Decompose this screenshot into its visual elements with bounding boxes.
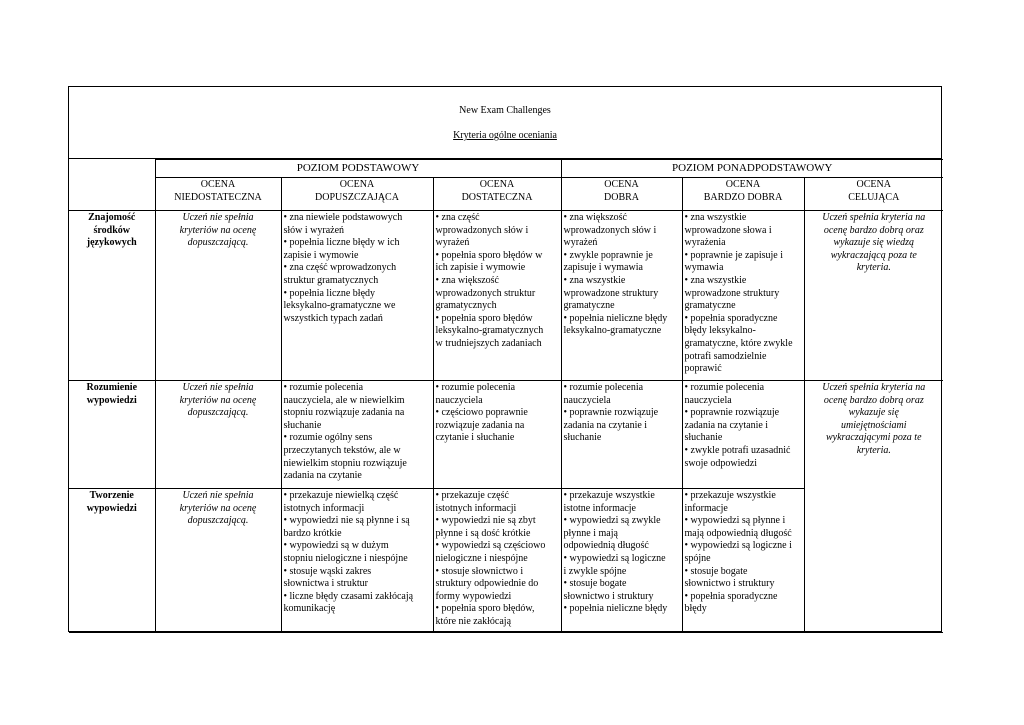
cell-line: • zna część wprowadzonych [283,262,397,274]
cell-line: stopniu rozwiązuje zadania na [283,407,405,419]
cell-line: • stosuje wąski zakres [283,565,372,577]
cell-line: struktury odpowiednie do [435,578,539,590]
cell-celujaca [804,381,943,489]
cell-line: nauczyciela [563,394,611,406]
cell-bardzo-dobra [682,381,804,489]
cell-line: nauczyciela [684,394,732,406]
cell-line: słuchanie [684,432,723,444]
cell-line: • popełnia liczne błędy [283,287,376,299]
cell-line: czytanie i słuchanie [435,432,515,444]
cell-line: istotnych informacji [283,502,365,514]
cell-line: kryteria. [856,262,891,274]
cell-line: wykraczającą poza te [830,249,917,261]
cell-line: • rozumie polecenia [283,382,364,393]
cell-dostateczna [433,381,561,489]
cell-line: wprowadzonych struktur [435,287,536,299]
cell-dopuszczajaca [281,381,433,489]
cell-line: gramatycznych [435,300,497,312]
cell-dobra [561,211,682,381]
cell-line: Znajomość [88,212,136,223]
cell-line: słownictwo i struktury [684,578,775,590]
cell-line: wypowiedzi [86,502,137,514]
cell-line: Uczeń nie spełnia [182,212,254,223]
cell-line: • popełnia nieliczne błędy [563,312,668,324]
cell-line: niewielkim stopniu rozwiązuje [283,457,407,469]
cell-line: nauczyciela [435,394,483,406]
cell-line: • popełnia sporo błędów w [435,249,543,261]
cell-line: • wypowiedzi są częściowo [435,540,546,552]
cell-line: dopuszczającą. [187,237,249,249]
cell-line: • stosuje bogate [684,565,748,577]
cell-line: komunikację [283,603,336,615]
cell-line: słownictwa i struktur [283,578,368,590]
cell-line: formy wypowiedzi [435,590,512,602]
cell-line: ocenę bardzo dobrą oraz [823,394,924,406]
cell-line: płynne i mają [563,527,618,539]
cell-line: środków [93,224,130,236]
cell-line: kryteriów na ocenę [179,394,257,406]
cell-line: stopniu nielogiczne i niespójne [283,552,408,564]
grade-dostateczna: OCENA DOSTATECZNA [433,178,561,211]
cell-line: istotnych informacji [435,502,517,514]
cell-line: swoje odpowiedzi [684,457,758,469]
cell-line: zapisie i wymowie [283,249,359,261]
cell-line: wprowadzone struktury [684,287,780,299]
cell-niedostateczna [155,211,281,381]
cell-line: • zna niewiele podstawowych [283,212,403,223]
cell-dobra [561,489,682,633]
document-title: New Exam Challenges [459,105,551,116]
cell-line: które nie zakłócają [435,615,512,627]
cell-line: • wypowiedzi nie są płynne i są [283,515,410,527]
cell-line: zadania na czytanie [283,470,362,482]
cell-line: • przekazuje część [435,490,509,501]
cell-line: • popełnia sporo błędów [435,312,533,324]
cell-line: • rozumie polecenia [435,382,516,393]
cell-line: • rozumie ogólny sens [283,432,373,444]
row-label [69,211,155,381]
corner-cell [69,160,155,178]
cell-line: wykazuje się wiedzą [833,237,915,249]
cell-line: leksykalno-gramatyczne [563,325,662,337]
document-header [69,87,941,159]
document-subtitle: Kryteria ogólne oceniania [453,130,557,141]
cell-line: • rozumie polecenia [684,382,765,393]
cell-line: informacje [684,502,728,514]
cell-line: słownictwo i struktury [563,590,654,602]
cell-bardzo-dobra [682,211,804,381]
cell-dopuszczajaca [281,489,433,633]
row-label [69,381,155,489]
row-znajomosc [69,211,943,381]
cell-line: • popełnia nieliczne błędy [563,603,668,615]
row-tworzenie [69,489,943,633]
grade-celujaca: OCENA CELUJĄCA [804,178,943,211]
cell-niedostateczna [155,489,281,633]
cell-line: Rozumienie [86,382,138,393]
row-label [69,489,155,633]
grade-bardzo-dobra: OCENA BARDZO DOBRA [682,178,804,211]
cell-line: potrafi samodzielnie [684,350,767,362]
criteria-table [69,159,943,633]
cell-line: wymawia [684,262,724,274]
cell-niedostateczna [155,381,281,489]
cell-line: kryteriów na ocenę [179,224,257,236]
cell-line: kryteriów na ocenę [179,502,257,514]
corner-cell-2 [69,178,155,211]
cell-line: gramatyczne [563,300,615,312]
cell-line: słuchanie [563,432,602,444]
cell-line: • poprawnie je zapisuje i [684,249,783,261]
cell-line: • popełnia sporadyczne [684,312,778,324]
cell-line: zadania na czytanie i [684,419,769,431]
cell-line: słuchanie [283,419,322,431]
cell-line: • częściowo poprawnie [435,407,528,419]
cell-line: odpowiednią długość [563,540,649,552]
grade-row [69,178,943,211]
cell-line: • liczne błędy czasami zakłócają [283,590,414,602]
row-rozumienie [69,381,943,489]
cell-line: ocenę bardzo dobrą oraz [823,224,924,236]
cell-line: wykazuje się [848,407,899,419]
cell-line: • zwykle poprawnie je [563,249,653,261]
cell-line: Uczeń spełnia kryteria na [822,382,926,393]
cell-line: ich zapisie i wymowie [435,262,526,274]
cell-line: • zna większość [435,274,499,286]
cell-line: gramatyczne [684,300,736,312]
cell-line: i zwykle spójne [563,565,627,577]
cell-bardzo-dobra [682,489,804,633]
cell-line: • wypowiedzi nie są zbyt [435,515,536,527]
cell-line: struktur gramatycznych [283,274,379,286]
cell-line: wprowadzonych słów i [563,224,657,236]
cell-line: leksykalno-gramatyczne we [283,300,396,312]
cell-line: • stosuje bogate [563,578,627,590]
cell-dobra [561,381,682,489]
cell-line: • zna wszystkie [684,212,747,223]
cell-line: • popełnia liczne błędy w ich [283,237,400,249]
cell-line: Tworzenie [89,490,134,501]
cell-line: poprawić [684,363,722,375]
cell-line: • zna część [435,212,480,223]
cell-line: nielogiczne i niespójne [435,552,528,564]
cell-line: • wypowiedzi są w dużym [283,540,389,552]
cell-line: spójne [684,552,711,564]
cell-line: Uczeń spełnia kryteria na [822,212,926,223]
cell-line: • popełnia sporo błędów, [435,603,535,615]
cell-dostateczna [433,211,561,381]
cell-line: słów i wyrażeń [283,224,345,236]
grade-dopuszczajaca: OCENA DOPUSZCZAJĄCA [281,178,433,211]
level-row [69,160,943,178]
cell-line: wprowadzone struktury [563,287,659,299]
cell-line: • zna większość [563,212,627,223]
cell-line: • przekazuje wszystkie [684,490,776,501]
cell-line: dopuszczającą. [187,407,249,419]
cell-line: wypowiedzi [86,394,137,406]
cell-line: istotne informacje [563,502,636,514]
cell-line: w trudniejszych zadaniach [435,337,542,349]
cell-line: zapisuje i wymawia [563,262,643,274]
cell-line: błędy [684,603,707,615]
grade-niedostateczna: OCENA NIEDOSTATECZNA [155,178,281,211]
cell-line: • zwykle potrafi uzasadnić [684,444,791,456]
cell-line: zadania na czytanie i [563,419,648,431]
cell-line: • przekazuje wszystkie [563,490,655,501]
cell-line: błędy leksykalno- [684,325,756,337]
cell-line: • poprawnie rozwiązuje [684,407,780,419]
cell-line: dopuszczającą. [187,515,249,527]
cell-line: • wypowiedzi są płynne i [684,515,786,527]
grade-dobra: OCENA DOBRA [561,178,682,211]
cell-celujaca [804,211,943,381]
cell-line: nauczyciela, ale w niewielkim [283,394,405,406]
level-basic: POZIOM PODSTAWOWY [155,160,561,178]
cell-line: • wypowiedzi są zwykle [563,515,661,527]
cell-line: wyrażeń [435,237,470,249]
cell-line: umiejętnościami [840,419,907,431]
cell-dopuszczajaca [281,211,433,381]
cell-line: językowych [86,237,137,249]
cell-line: gramatyczne, które zwykle [684,337,793,349]
cell-line: wszystkich typach zadań [283,312,383,324]
cell-line: mają odpowiednią długość [684,527,792,539]
cell-line: • wypowiedzi są logiczne [563,552,666,564]
cell-line: wyrażeń [563,237,598,249]
cell-line: • stosuje słownictwo i [435,565,524,577]
cell-line: • popełnia sporadyczne [684,590,778,602]
level-advanced: POZIOM PONADPODSTAWOWY [561,160,943,178]
cell-line: • zna wszystkie [563,274,626,286]
criteria-sheet [68,86,942,632]
cell-line: Uczeń nie spełnia [182,382,254,393]
cell-line: • rozumie polecenia [563,382,644,393]
cell-line: wykraczającymi poza te [825,432,922,444]
cell-line: płynne i są dość krótkie [435,527,531,539]
cell-celujaca [804,489,943,633]
cell-line: przeczytanych tekstów, ale w [283,444,401,456]
cell-dostateczna [433,489,561,633]
cell-line: wprowadzone słowa i [684,224,772,236]
cell-line: wyrażenia [684,237,726,249]
cell-line: Uczeń nie spełnia [182,490,254,501]
cell-line: rozwiązuje zadania na [435,419,525,431]
cell-line: leksykalno-gramatycznych [435,325,544,337]
cell-line: • przekazuje niewielką część [283,490,399,501]
cell-line: wprowadzonych słów i [435,224,529,236]
cell-line: kryteria. [856,444,891,456]
cell-line: • zna wszystkie [684,274,747,286]
cell-line: bardzo krótkie [283,527,342,539]
cell-line: • poprawnie rozwiązuje [563,407,659,419]
cell-line: • wypowiedzi są logiczne i [684,540,792,552]
